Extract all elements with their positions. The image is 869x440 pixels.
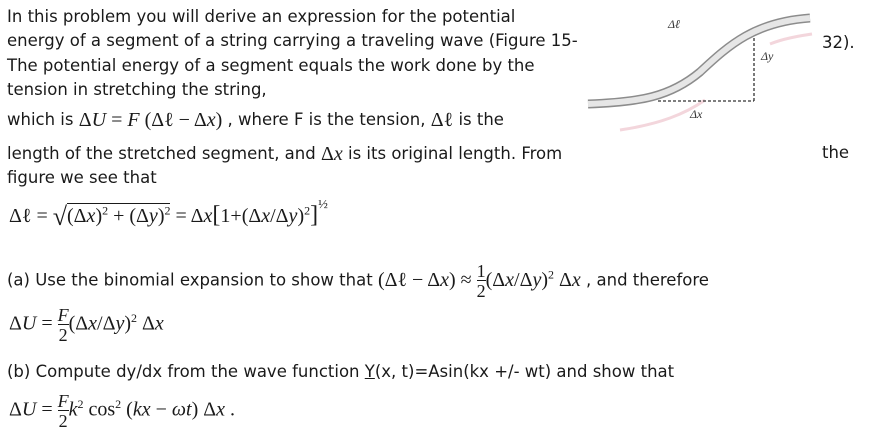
- delta-l-label: Δℓ: [668, 17, 681, 31]
- delta-x-label: Δx: [690, 107, 703, 121]
- text-line-3: The potential energy of a segment equals the work done by the: [7, 56, 535, 75]
- equation-delta-u-b: ΔU = $\frac{F}{2}$ $k^2$ $\cos^2 (kx - \omega t)$ Δx .: [9, 391, 235, 431]
- text-line-5: [7, 108, 504, 131]
- part-b-underlined: Y: [364, 362, 375, 381]
- equation-delta-u-a: ΔU = $\frac{F}{2}$ $(\Delta x/\Delta y)^2$ Δx: [9, 305, 164, 345]
- line5-prefix: which is: [7, 110, 74, 129]
- figure-ref-fragment: 32).: [822, 33, 855, 52]
- text-line-4: tension in stretching the string,: [7, 80, 267, 99]
- line6-suffix: is its original length. From: [348, 144, 563, 163]
- part-b-suffix: (x, t)=Asin(kx +/- wt) and show that: [374, 362, 675, 381]
- string-segment-figure: [580, 2, 820, 142]
- line6-text: length of the stretched segment, and: [7, 144, 316, 163]
- string-outer: [588, 18, 810, 104]
- right-fragment-the: the: [822, 143, 850, 162]
- line5-suffix: , where F is the tension,: [227, 110, 426, 129]
- part-a-line: [7, 262, 709, 300]
- text-line-6: [7, 142, 562, 165]
- part-b-line: [7, 361, 674, 383]
- equation-arc-length: Δℓ = $√(\Delta x)^2 + (\Delta y)^2 = \Delta x[1+(\Delta x/\Delta y)^2]^{\frac{1}{2}}$: [9, 196, 328, 231]
- part-b-prefix: (b) Compute dy/dx from the wave function: [7, 362, 360, 381]
- string-shadow-2: [770, 34, 812, 44]
- delta-x-symbol: Δx: [320, 143, 343, 165]
- text-line-2: energy of a segment of a string carrying a traveling wave (Figure 15-: [7, 31, 578, 50]
- delta-y-label: Δy: [761, 49, 774, 63]
- part-a-suffix: , and therefore: [586, 270, 709, 290]
- text-line-7: figure we see that: [7, 168, 157, 187]
- string-inner: [588, 18, 810, 104]
- part-a-prefix: (a) Use the binomial expansion to show that: [7, 270, 373, 290]
- equation-binomial: (Δℓ − Δx) ≈ $\frac{1}{2}$ $(\Delta x/\Delta y)^2$ Δx: [377, 261, 581, 301]
- line5-suffix2: is the: [458, 110, 504, 129]
- text-line-1: In this problem you will derive an expression for the potential: [7, 7, 516, 26]
- delta-l-symbol: Δℓ: [430, 109, 454, 131]
- equation-delta-u: ΔU = F (Δℓ − Δx): [78, 109, 223, 131]
